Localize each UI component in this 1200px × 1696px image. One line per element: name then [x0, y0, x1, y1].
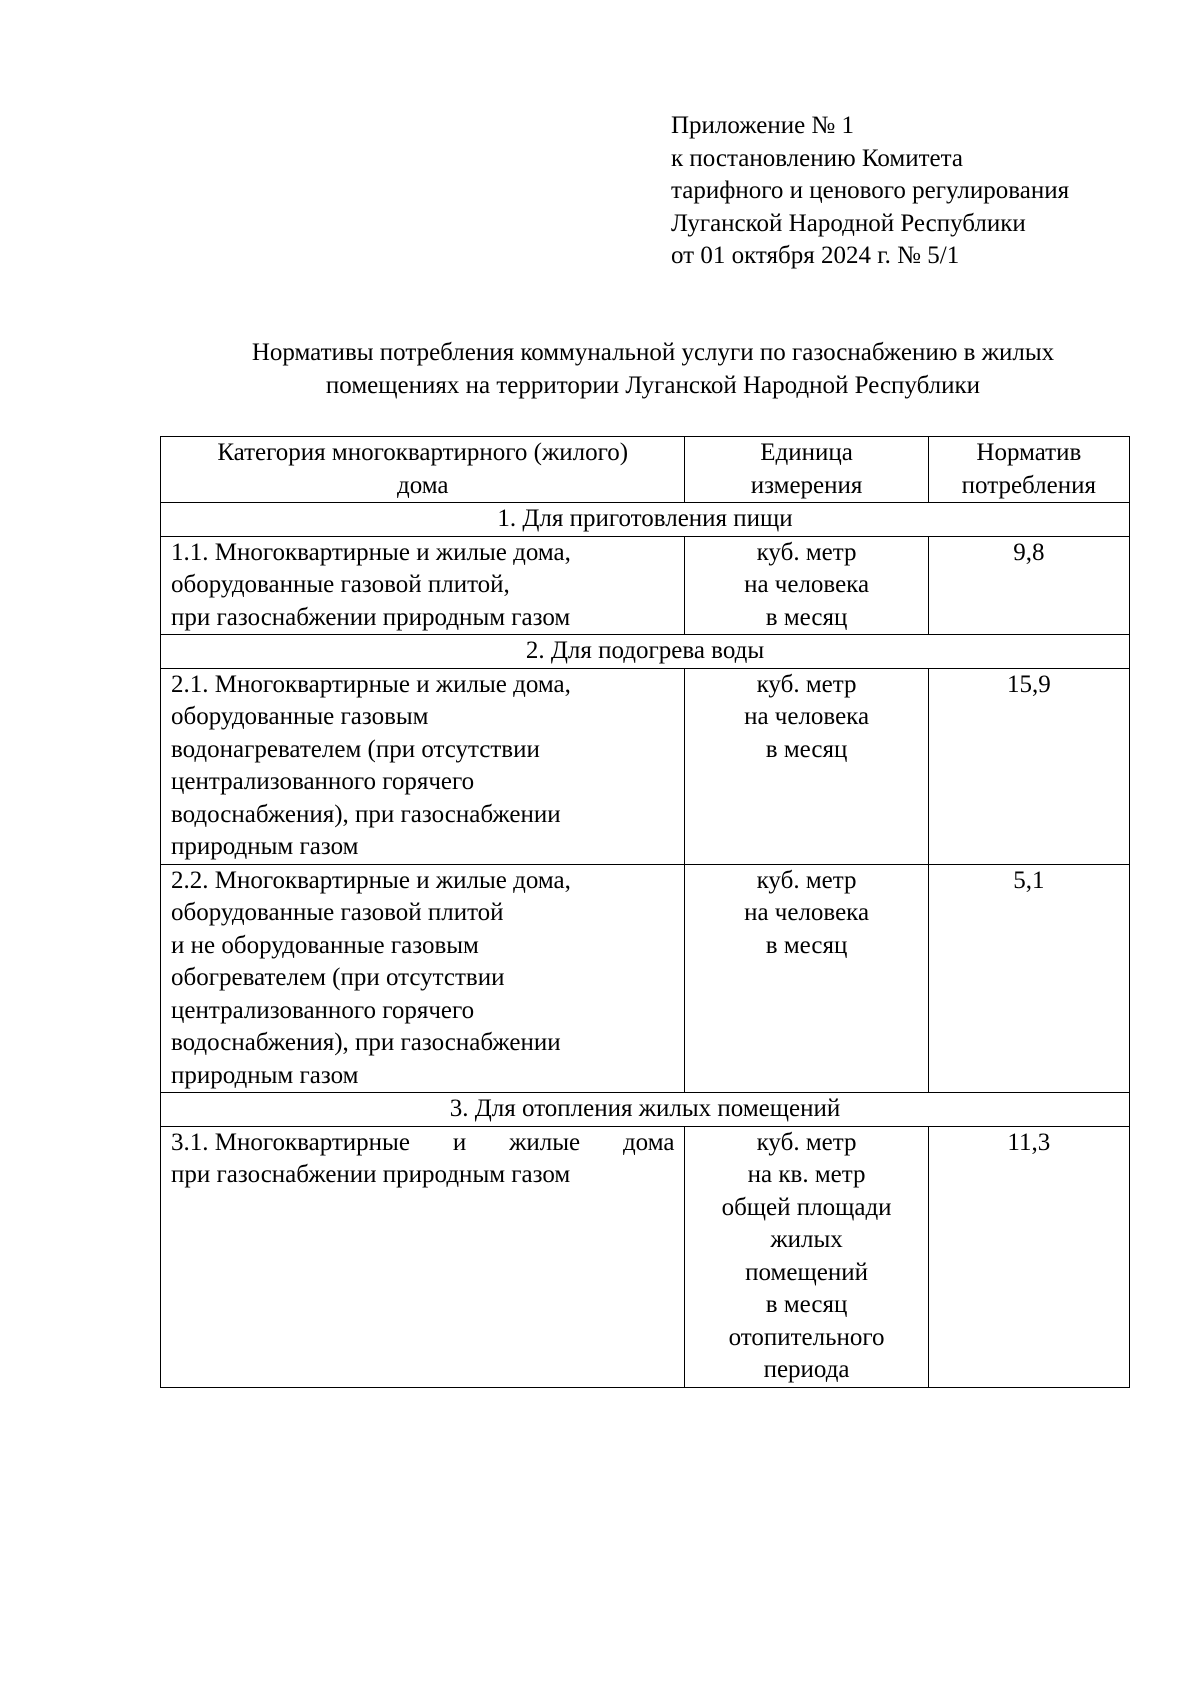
category-line: обогревателем (при отсутствии [171, 964, 505, 991]
category-word: 3.1. Многоквартирные [171, 1128, 410, 1156]
category-word: дома [622, 1128, 675, 1156]
header-norm-line: потребления [961, 471, 1096, 499]
unit-line: на человека [744, 571, 870, 598]
unit-cell [685, 864, 928, 1093]
norm-cell: 5,1 [928, 864, 1129, 1093]
table-row [161, 1126, 1130, 1387]
section-title: 1. Для приготовления пищи [161, 503, 1130, 537]
category-line: оборудованные газовой плитой, [171, 571, 510, 598]
unit-line: в месяц [765, 1291, 848, 1318]
approval-line: тарифного и ценового регулирования [671, 177, 1070, 204]
category-word: жилые [509, 1128, 581, 1156]
norm-cell: 15,9 [928, 668, 1129, 864]
section-title: 3. Для отопления жилых помещений [161, 1093, 1130, 1127]
category-line: централизованного горячего [171, 996, 475, 1024]
norms-table [160, 436, 1130, 1388]
table-row [161, 864, 1130, 1093]
category-line: 1.1. Многоквартирные и жилые дома, [171, 538, 571, 566]
header-norm-line: Норматив [976, 439, 1082, 466]
header-unit-line: измерения [750, 471, 863, 499]
unit-line: отопительного [728, 1323, 885, 1351]
category-line: водонагревателем (при отсутствии [171, 735, 540, 763]
category-line: 2.1. Многоквартирные и жилые дома, [171, 670, 571, 698]
approval-line: Луганской Народной Республики [671, 209, 1026, 237]
unit-line: куб. метр [756, 866, 857, 894]
header-norm [928, 437, 1129, 503]
header-category-line: дома [396, 471, 449, 499]
section-row [161, 1093, 1130, 1127]
unit-line: в месяц [765, 931, 848, 959]
unit-cell [685, 536, 928, 635]
table-row [161, 668, 1130, 864]
document-title-line: Нормативы потребления коммунальной услуги по газоснабжению в жилых [251, 339, 1055, 366]
approval-line: Приложение № 1 [671, 112, 855, 139]
section-title: 2. Для подогрева воды [161, 635, 1130, 669]
unit-line: на человека [744, 703, 870, 730]
document-title-line: помещениях на территории Луганской Народной Республики [325, 371, 981, 399]
table-header-row [161, 437, 1130, 503]
header-unit-line: Единица [760, 439, 853, 466]
header-category [161, 437, 685, 503]
category-cell [161, 536, 685, 635]
unit-line: помещений [745, 1258, 868, 1286]
norm-cell: 9,8 [928, 536, 1129, 635]
table-row [161, 536, 1130, 635]
category-line: оборудованные газовой плитой [171, 899, 504, 926]
document-title [190, 337, 1116, 402]
category-line: природным газом [171, 1061, 359, 1089]
norm-cell: 11,3 [928, 1126, 1129, 1387]
category-line: природным газом [171, 833, 359, 860]
unit-line: куб. метр [756, 1128, 857, 1156]
unit-cell [685, 668, 928, 864]
unit-line: периода [763, 1356, 850, 1383]
category-line: оборудованные газовым [171, 703, 429, 730]
category-line: при газоснабжении природным газом [171, 603, 571, 631]
unit-line: общей площади [721, 1193, 892, 1221]
category-cell [161, 1126, 685, 1387]
section-row [161, 635, 1130, 669]
header-unit [685, 437, 928, 503]
section-row [161, 503, 1130, 537]
category-line: и не оборудованные газовым [171, 931, 479, 959]
unit-line: в месяц [765, 735, 848, 763]
unit-line: куб. метр [756, 538, 857, 566]
category-justified-line [171, 1127, 674, 1160]
category-line: централизованного горячего [171, 768, 475, 795]
category-line: водоснабжения), при газоснабжении [171, 800, 561, 828]
category-cell [161, 668, 685, 864]
category-word: и [452, 1128, 467, 1156]
approval-line: от 01 октября 2024 г. № 5/1 [671, 242, 960, 269]
unit-cell [685, 1126, 928, 1387]
unit-line: на кв. метр [747, 1161, 866, 1188]
category-line: 2.2. Многоквартирные и жилые дома, [171, 866, 571, 894]
unit-line: куб. метр [756, 670, 857, 698]
unit-line: на человека [744, 899, 870, 926]
category-line: при газоснабжении природным газом [171, 1161, 571, 1188]
unit-line: в месяц [765, 603, 848, 631]
category-cell [161, 864, 685, 1093]
category-line: водоснабжения), при газоснабжении [171, 1029, 561, 1056]
approval-block [671, 110, 1069, 273]
unit-line: жилых [770, 1226, 843, 1253]
approval-line: к постановлению Комитета [671, 144, 963, 172]
header-category-line: Категория многоквартирного (жилого) [217, 439, 629, 466]
